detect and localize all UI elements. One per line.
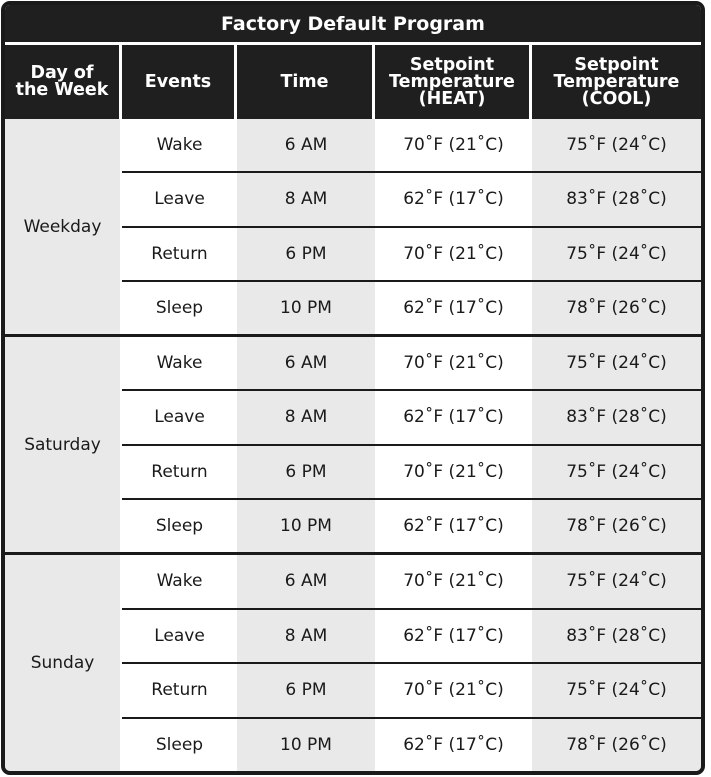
header-setpoint-cool: Setpoint Temperature (COOL) [553,54,680,109]
cool-setpoint-cell: 78˚F (26˚C) [532,500,701,552]
table-row [122,282,701,334]
event-cell: Leave [122,173,237,225]
event-cell: Wake [122,555,237,608]
heat-setpoint-cell: 70˚F (21˚C) [375,446,532,498]
header-day-of-week: Day of the Week [5,45,122,119]
event-cell: Wake [122,337,237,389]
cool-setpoint-cell: 75˚F (24˚C) [532,446,701,498]
day-label: Sunday [5,555,122,771]
cool-setpoint-cell: 75˚F (24˚C) [532,337,701,389]
header-events: Events [122,45,237,119]
table-row [122,610,701,665]
time-cell: 6 PM [237,446,375,498]
cool-setpoint-cell: 75˚F (24˚C) [532,228,701,280]
cool-setpoint-cell: 83˚F (28˚C) [532,610,701,663]
event-cell: Sleep [122,282,237,334]
heat-setpoint-cell: 62˚F (17˚C) [375,391,532,443]
time-cell: 6 AM [237,337,375,389]
heat-setpoint-cell: 70˚F (21˚C) [375,119,532,171]
time-cell: 10 PM [237,719,375,772]
heat-setpoint-cell: 70˚F (21˚C) [375,664,532,717]
time-cell: 6 AM [237,555,375,608]
table-row [122,391,701,445]
heat-setpoint-cell: 70˚F (21˚C) [375,228,532,280]
day-label: Saturday [5,337,122,552]
table-row [122,446,701,500]
header-row [5,45,701,119]
event-cell: Leave [122,610,237,663]
header-setpoint-heat: Setpoint Temperature (HEAT) [375,45,532,119]
table-body [5,119,701,771]
table-row [122,500,701,552]
time-cell: 8 AM [237,391,375,443]
day-group-weekday [5,119,701,334]
heat-setpoint-cell: 62˚F (17˚C) [375,282,532,334]
table-row [122,228,701,282]
event-cell: Return [122,228,237,280]
day-group-saturday [5,334,701,552]
time-cell: 10 PM [237,282,375,334]
time-cell: 6 PM [237,228,375,280]
heat-setpoint-cell: 62˚F (17˚C) [375,500,532,552]
heat-setpoint-cell: 70˚F (21˚C) [375,337,532,389]
event-cell: Sleep [122,719,237,772]
cool-setpoint-cell: 83˚F (28˚C) [532,173,701,225]
event-cell: Sleep [122,500,237,552]
event-cell: Leave [122,391,237,443]
cool-setpoint-cell: 83˚F (28˚C) [532,391,701,443]
event-cell: Wake [122,119,237,171]
table-row [122,664,701,719]
cool-setpoint-cell: 75˚F (24˚C) [532,555,701,608]
event-cell: Return [122,446,237,498]
heat-setpoint-cell: 62˚F (17˚C) [375,610,532,663]
table-row [122,337,701,391]
program-table [1,1,705,775]
day-label: Weekday [5,119,122,334]
table-row [122,719,701,772]
cool-setpoint-cell: 75˚F (24˚C) [532,119,701,171]
time-cell: 6 AM [237,119,375,171]
time-cell: 8 AM [237,610,375,663]
day-group-sunday [5,552,701,771]
table-row [122,119,701,173]
table-row [122,555,701,610]
time-cell: 8 AM [237,173,375,225]
cool-setpoint-cell: 78˚F (26˚C) [532,282,701,334]
table-row [122,173,701,227]
table-title: Factory Default Program [5,5,701,45]
time-cell: 6 PM [237,664,375,717]
heat-setpoint-cell: 62˚F (17˚C) [375,719,532,772]
heat-setpoint-cell: 70˚F (21˚C) [375,555,532,608]
event-cell: Return [122,664,237,717]
header-time: Time [237,45,375,119]
heat-setpoint-cell: 62˚F (17˚C) [375,173,532,225]
cool-setpoint-cell: 75˚F (24˚C) [532,664,701,717]
time-cell: 10 PM [237,500,375,552]
cool-setpoint-cell: 78˚F (26˚C) [532,719,701,772]
